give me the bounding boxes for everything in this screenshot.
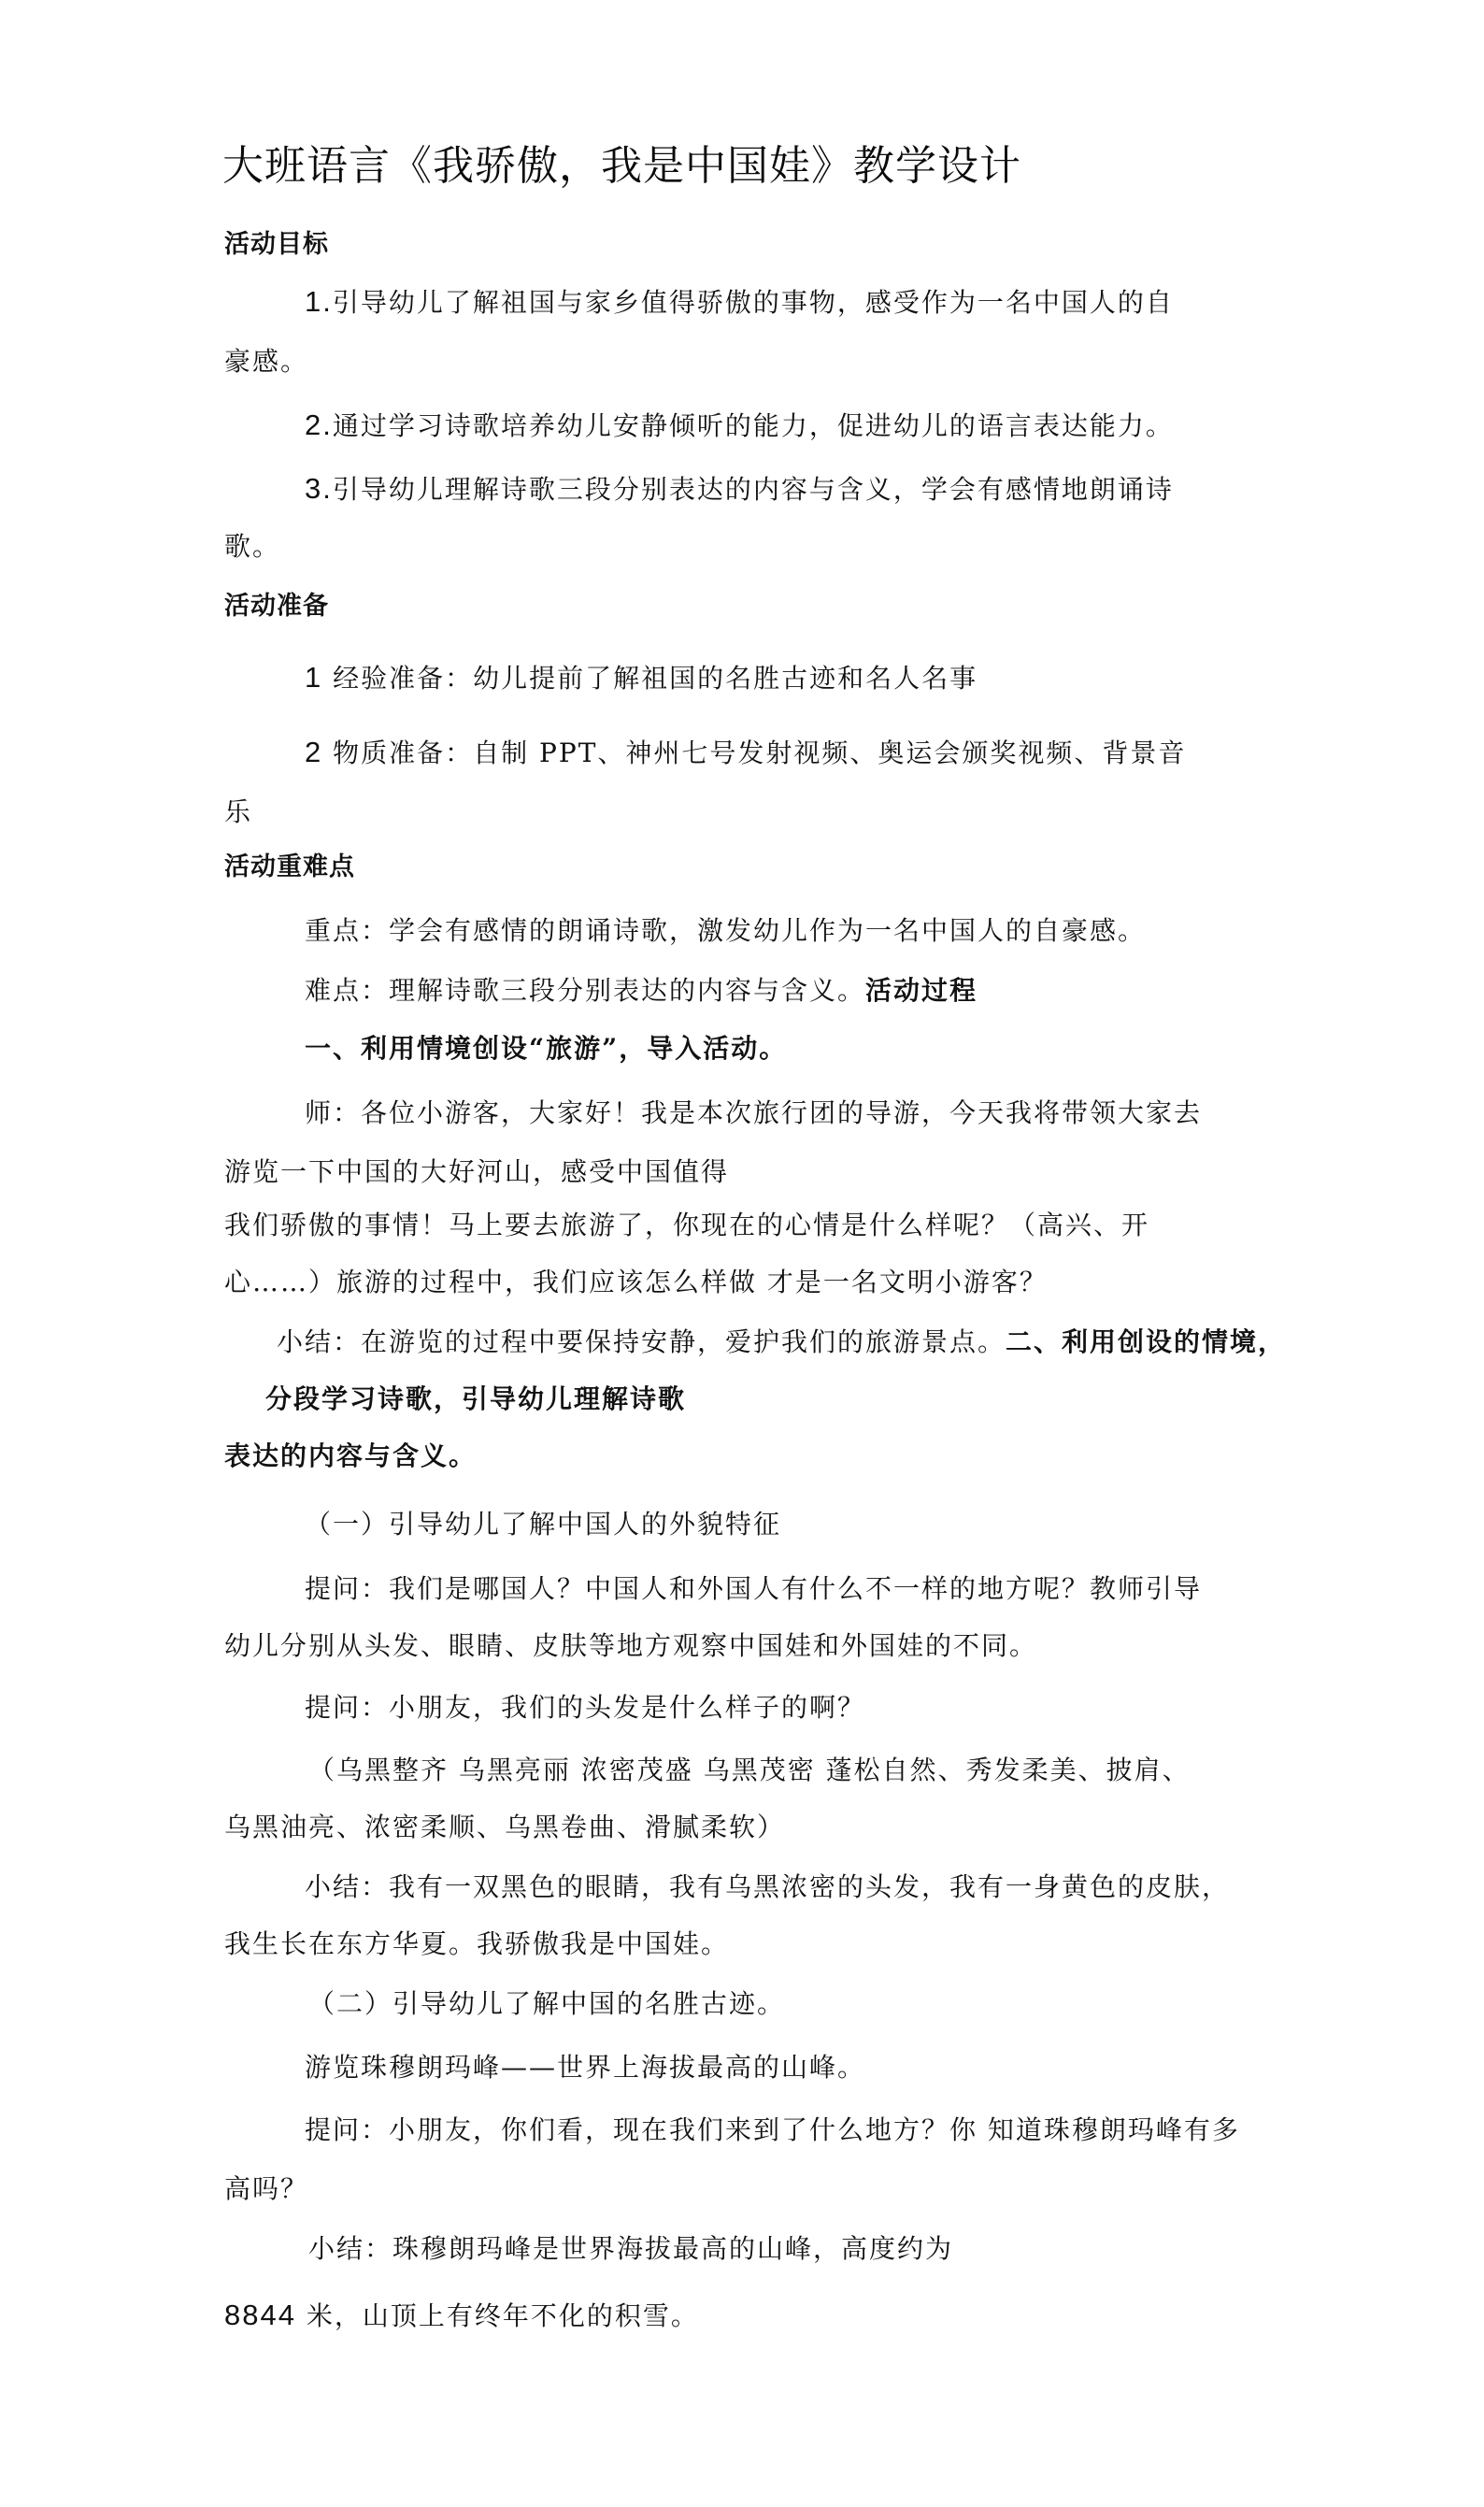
sub1-answers-line2: 乌黑油亮、浓密柔顺、乌黑卷曲、滑腻柔软） [224,1812,786,1842]
sub2-summary-line1: 小结：珠穆朗玛峰是世界海拔最高的山峰，高度约为 [308,2233,954,2264]
summary-1 [277,1326,1286,1358]
sub2-heading: （二）引导幼儿了解中国的名胜古迹。 [308,1988,786,2019]
heading-process: 活动过程 [865,975,978,1006]
prep-text: 经验准备：幼儿提前了解祖国的名胜古迹和名人名事 [333,663,978,694]
prep-number: 1 [305,661,323,694]
goal-item-3-cont: 歌。 [224,531,281,562]
summary-1-text: 小结：在游览的过程中要保持安静，爱护我们的旅游景点。 [277,1326,1006,1357]
heading-keypoints: 活动重难点 [224,852,355,881]
prep-item-2 [305,737,1186,769]
document-title: 大班语言《我骄傲，我是中国娃》教学设计 [222,142,1021,190]
teacher-line-3: 我们骄傲的事情！马上要去旅游了，你现在的心情是什么样呢？（高兴、开 [224,1210,1150,1240]
goal-text: 通过学习诗歌培养幼儿安静倾听的能力，促进幼儿的语言表达能力。 [332,410,1174,441]
goal-item-1 [305,286,1174,319]
sub1-question1-line1: 提问：我们是哪国人？中国人和外国人有什么不一样的地方呢？教师引导 [305,1573,1203,1604]
prep-item-1 [305,662,977,695]
difficult-point [305,975,977,1007]
sub1-summary-line2: 我生长在东方华夏。我骄傲我是中国娃。 [224,1928,730,1959]
goal-item-1-cont: 豪感。 [224,346,309,377]
sub2-summary-line2 [224,2299,699,2332]
goal-number: 3. [305,472,333,505]
sub2-question-line1: 提问：小朋友，你们看，现在我们来到了什么地方？你 知道珠穆朗玛峰有多 [305,2114,1240,2145]
everest-height: 8844 [224,2299,296,2331]
teacher-line-1: 师：各位小游客，大家好！我是本次旅行团的导游，今天我将带领大家去 [305,1097,1203,1128]
sub1-heading: （一）引导幼儿了解中国人的外貌特征 [305,1509,782,1540]
sub2-tour: 游览珠穆朗玛峰——世界上海拔最高的山峰。 [305,2052,866,2083]
goal-text: 引导幼儿了解祖国与家乡值得骄傲的事物，感受作为一名中国人的自 [332,287,1174,318]
teacher-line-4: 心……）旅游的过程中，我们应该怎么样做 才是一名文明小游客？ [224,1267,1048,1297]
teacher-line-2: 游览一下中国的大好河山，感受中国值得 [224,1156,730,1187]
sub1-summary-line1: 小结：我有一双黑色的眼睛，我有乌黑浓密的头发，我有一身黄色的皮肤， [305,1871,1231,1902]
difficult-text: 难点：理解诗歌三段分别表达的内容与含义。 [305,975,866,1006]
heading-prep: 活动准备 [224,592,329,621]
step1-heading: 一、利用情境创设“旅游”，导入活动。 [305,1033,788,1064]
goal-number: 1. [305,285,333,318]
prep-number: 2 [305,736,323,768]
step2-heading-part3: 表达的内容与含义。 [224,1440,478,1471]
sub2-question-line2: 高吗？ [224,2173,309,2204]
goal-text: 引导幼儿理解诗歌三段分别表达的内容与含义，学会有感情地朗诵诗 [332,474,1174,505]
sub1-question1-line2: 幼儿分别从头发、眼睛、皮肤等地方观察中国娃和外国娃的不同。 [224,1630,1038,1661]
key-point: 重点：学会有感情的朗诵诗歌，激发幼儿作为一名中国人的自豪感。 [305,915,1147,946]
sub2-summary-text: 米，山顶上有终年不化的积雪。 [295,2300,699,2331]
heading-goals: 活动目标 [224,230,329,259]
step2-heading-part2: 分段学习诗歌，引导幼儿理解诗歌 [265,1383,687,1414]
sub1-question2: 提问：小朋友，我们的头发是什么样子的啊？ [305,1692,866,1723]
step2-heading-part1: 二、利用创设的情境， [1006,1326,1287,1357]
prep-item-2-cont: 乐 [224,796,253,827]
goal-item-2 [305,409,1174,442]
sub1-answers-line1: （乌黑整齐 乌黑亮丽 浓密茂盛 乌黑茂密 蓬松自然、秀发柔美、披肩、 [308,1755,1191,1785]
goal-number: 2. [305,408,333,441]
prep-text: 物质准备：自制 PPT、神州七号发射视频、奥运会颁奖视频、背景音 [333,738,1187,768]
goal-item-3 [305,473,1174,506]
